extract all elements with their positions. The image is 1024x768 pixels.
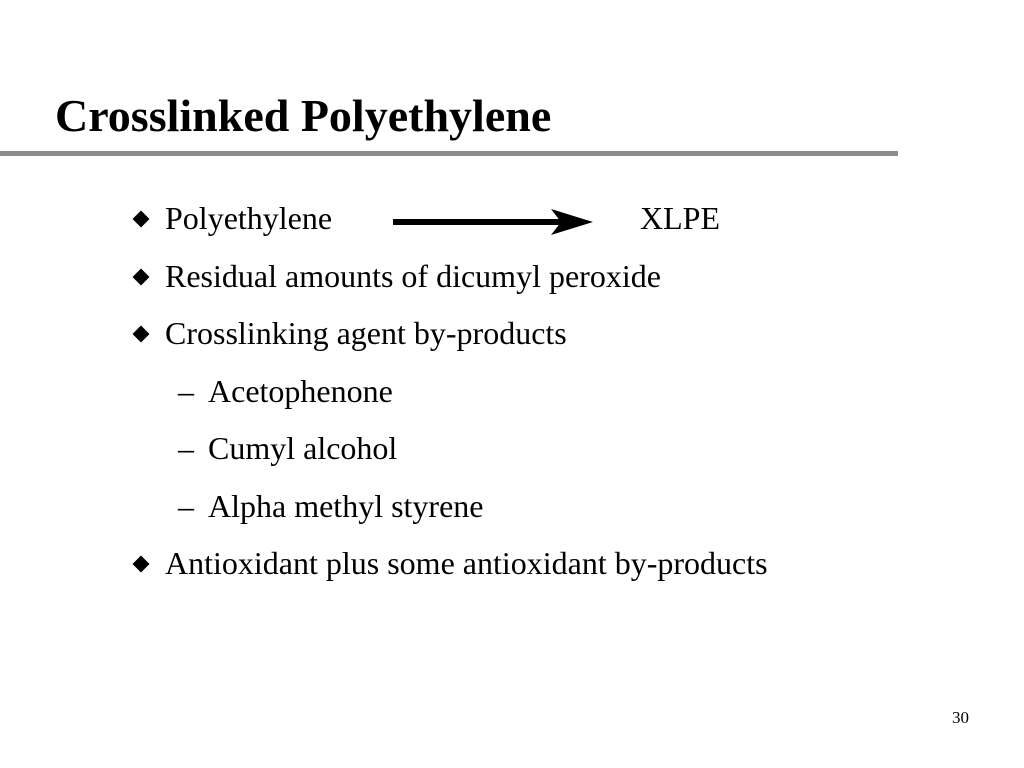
diamond-bullet-icon [133, 211, 150, 228]
page-number: 30 [952, 708, 969, 727]
dash-bullet: – [178, 430, 194, 466]
diamond-bullet-icon [133, 269, 150, 286]
bullet-text: Crosslinking agent by-products [165, 315, 567, 351]
slide-title: Crosslinked Polyethylene [55, 90, 552, 141]
bullet-text: Residual amounts of dicumyl peroxide [165, 258, 661, 294]
right-arrow-icon [393, 207, 593, 237]
dash-bullet: – [178, 488, 194, 524]
dash-bullet: – [178, 373, 194, 409]
diamond-bullet-icon [133, 326, 150, 343]
arrow-target-label: XLPE [640, 200, 720, 236]
bullet-text: Polyethylene [165, 200, 333, 236]
sub-bullet-text: Acetophenone [208, 373, 393, 409]
diamond-bullet-icon [133, 556, 150, 573]
sub-bullet-text: Alpha methyl styrene [208, 488, 484, 524]
sub-bullet-text: Cumyl alcohol [208, 430, 398, 466]
bullet-text: Antioxidant plus some antioxidant by-products [165, 545, 768, 581]
